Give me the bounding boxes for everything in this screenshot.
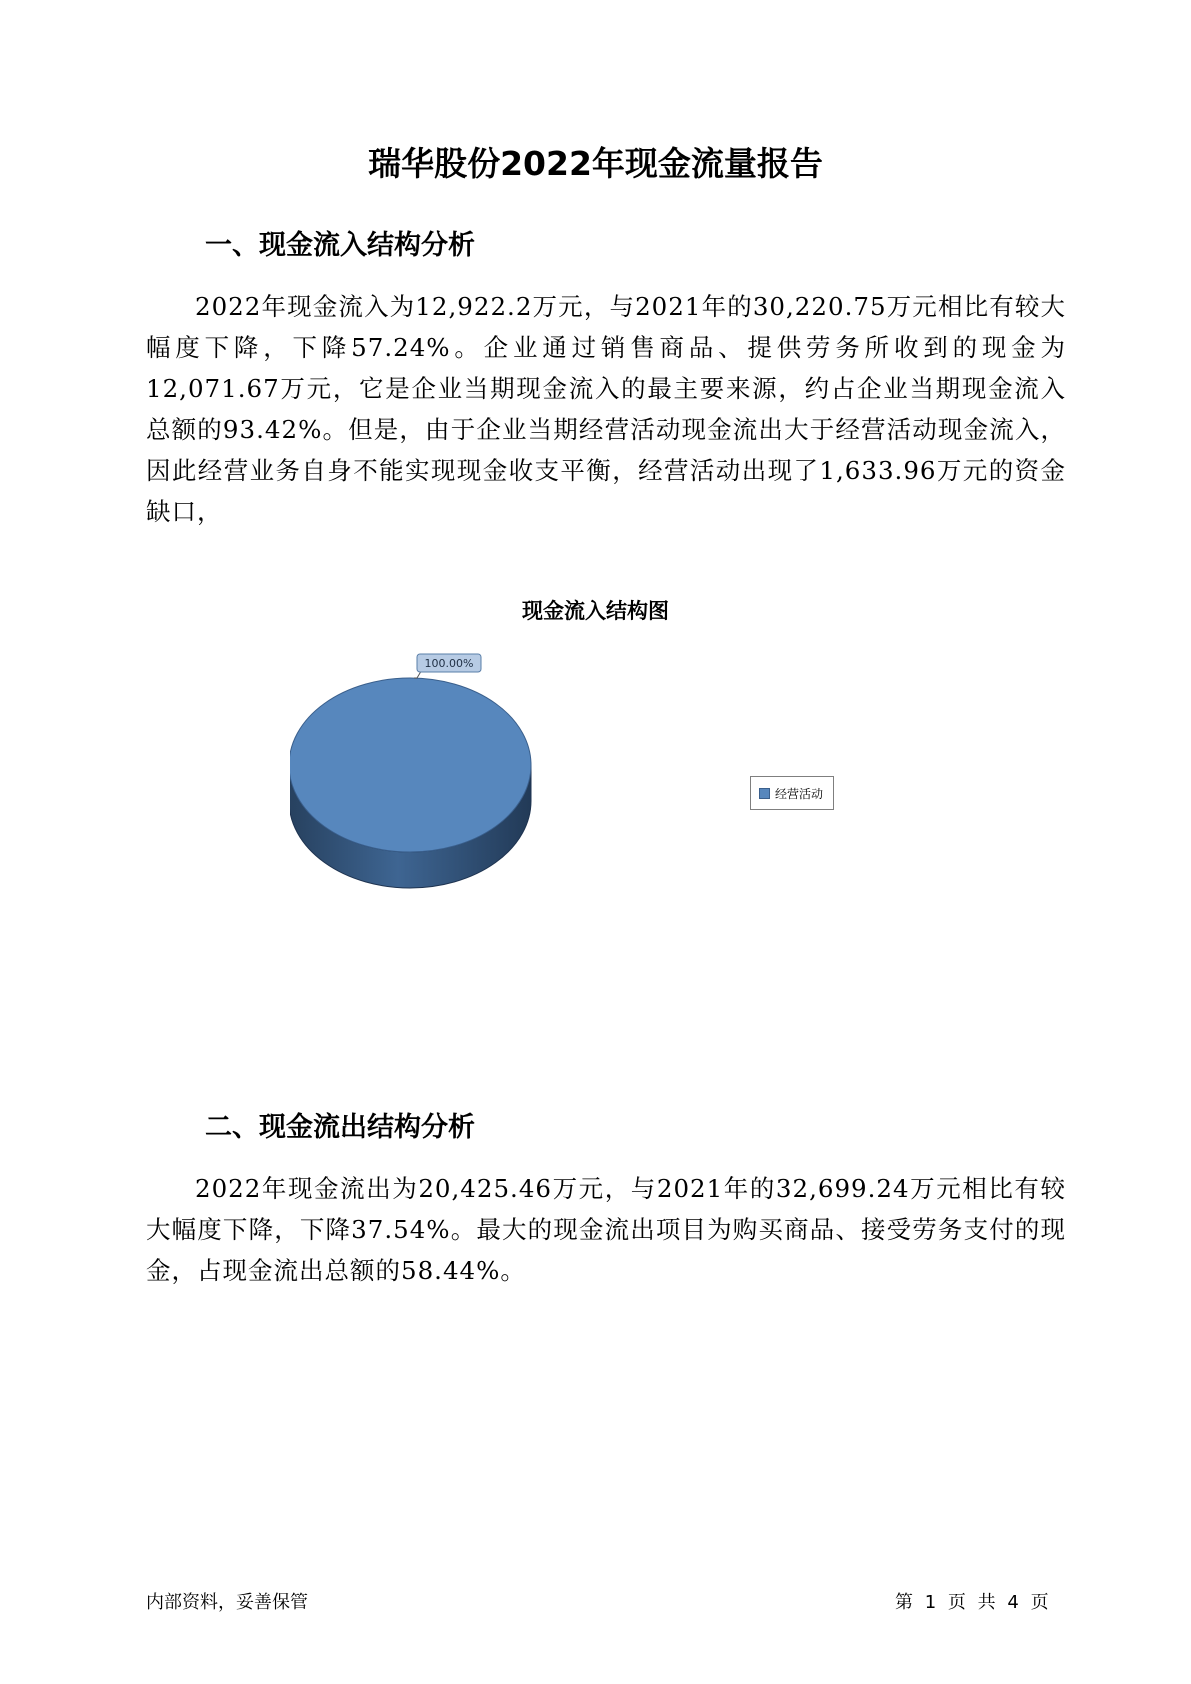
total-unit: 页 — [1030, 1592, 1049, 1613]
page-title: 瑞华股份2022年现金流量报告 — [368, 144, 823, 183]
data-label: 100.00% — [424, 657, 474, 670]
section-paragraph-inflow: 2022年现金流入为12,922.2万元，与2021年的30,220.75万元相比有较大幅度下降，下降57.24%。企业通过销售商品、提供劳务所收到的现金为12,071.67万元，它是企业当期现金流入的最主要来源，约占企业当期现金流入总额的93.42%。但是，由于企业当期经营活动现金流出大于经营活动现金流入，因此经营业务自身不能实现现金收支平衡，经营活动出现了1,633.96万元的资金缺口， — [146, 292, 1066, 526]
footer-page-info — [895, 1588, 1055, 1614]
footer-confidential-note: 内部资料，妥善保管 — [146, 1592, 308, 1613]
chart-title: 现金流入结构图 — [522, 599, 669, 623]
page-unit: 页 — [947, 1592, 966, 1613]
pie-chart — [290, 650, 710, 900]
pie-slice-0 — [290, 678, 531, 852]
section-heading-outflow: 二、现金流出结构分析 — [205, 1112, 475, 1143]
legend-swatch — [759, 788, 770, 799]
total-prefix: 共 — [977, 1592, 996, 1613]
page-prefix: 第 — [895, 1592, 913, 1613]
legend-label: 经营活动 — [775, 786, 824, 801]
total-pages: 4 — [1007, 1592, 1019, 1613]
section-heading-inflow: 一、现金流入结构分析 — [205, 230, 475, 261]
page-number: 1 — [924, 1592, 937, 1613]
section-paragraph-outflow: 2022年现金流出为20,425.46万元，与2021年的32,699.24万元相比有较大幅度下降，下降37.54%。最大的现金流出项目为购买商品、接受劳务支付的现金，占现金流出总额的58.44%。 — [146, 1174, 1066, 1285]
chart-legend — [750, 776, 834, 810]
